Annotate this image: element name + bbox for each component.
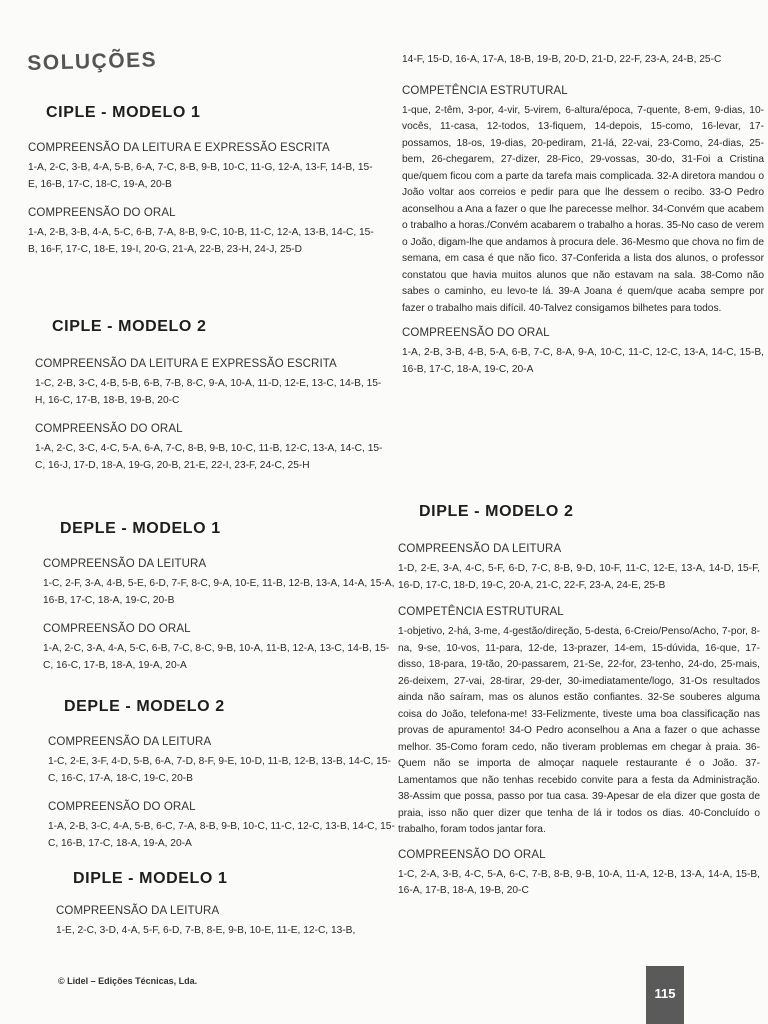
answer-text: 1-C, 2-F, 3-A, 4-B, 5-E, 6-D, 7-F, 8-C, 9-A, 10-E, 11-B, 12-B, 13-A, 14-A, 15-A, 16-B, 17-C, 18-A, 19-C, 20-B [43,578,395,606]
answer-text: 1-objetivo, 2-há, 3-me, 4-gestão/direção, 5-desta, 6-Creio/Penso/Acho, 7-por, 8-na, 9-se, 10-vos, 11-para, 12-de, 13-prazer, 14-em, 15-dúvida, 16-que, 17-disso, 18-para, 19-tão, 20-passarem, 21-Se, 22-for, 23-tenho, 24-do, 25-mais, 26-deixem, 27-vai, 28-tirar, 29-der, 30-imediatamente/logo, 31-Os resultados ainda não saíram, mas os alunos estão confiantes. 32-Se souberes alguma coisa do João, telefona-me! 33-Felizmente, tiveste uma boa classificação nas provas de apuramento! 34-O Pedro aconselhou a Ana a fazer o que achasse melhor. 35-Como foram cedo, não tiveram problemas em chegar à praia. 36-Quem não se importa de almoçar naquele restaurante é o João. 37-Lamentamos que não tenhas recebido convite para a festa da Administração. 38-Assim que possa, passo por tua casa. 39-Apesar de ela dizer que gosta de praia, isso não quer dizer que tenha de lá ir todos os dias. 40-Concluído o trabalho, foram todos jantar fora. [398,626,760,835]
subsection-label: COMPREENSÃO DO ORAL [35,423,183,435]
section-ciple-2-body [35,358,387,484]
section-diple-modelo-1 [73,870,228,888]
section-deple-1-body [43,558,395,684]
section-ciple-1-body [28,142,380,268]
answer-text: 1-C, 2-A, 3-B, 4-C, 5-A, 6-C, 7-B, 8-B, 9-B, 10-A, 11-A, 12-B, 13-A, 14-A, 15-B, 16-A, 17-B, 18-A, 19-B, 20-C [398,868,760,896]
page-title: SOLUÇÕES [27,48,158,75]
section-title: DEPLE - MODELO 1 [60,520,221,537]
answer-text: 1-C, 2-E, 3-F, 4-D, 5-B, 6-A, 7-D, 8-F, 9-E, 10-D, 11-B, 12-B, 13-B, 14-C, 15-C, 16-C, 17-A, 18-C, 19-C, 20-B [48,756,391,784]
answer-text: 1-A, 2-C, 3-B, 4-A, 5-B, 6-A, 7-C, 8-B, 9-B, 10-C, 11-G, 12-A, 13-F, 14-B, 15-E, 16-B, 17-C, 18-C, 19-A, 20-B [28,162,373,190]
subsection-label: COMPREENSÃO DA LEITURA [398,543,562,555]
answer-text: 1-A, 2-B, 3-B, 4-B, 5-A, 6-B, 7-C, 8-A, 9-A, 10-C, 11-C, 12-C, 13-A, 14-C, 15-B, 16-B, 17-C, 18-A, 19-C, 20-A [402,347,764,375]
subsection-label: COMPREENSÃO DA LEITURA E EXPRESSÃO ESCRITA [28,142,330,154]
subsection-label: COMPREENSÃO DO ORAL [402,327,550,339]
subsection-label: COMPREENSÃO DA LEITURA [56,905,220,917]
section-ciple-modelo-1 [46,104,201,122]
section-ciple-modelo-2 [52,318,207,336]
subsection-label: COMPETÊNCIA ESTRUTURAL [398,606,564,618]
subsection-label: COMPREENSÃO DA LEITURA E EXPRESSÃO ESCRITA [35,358,337,370]
answer-text: 1-A, 2-C, 3-A, 4-A, 5-C, 6-B, 7-C, 8-C, 9-B, 10-A, 11-B, 12-A, 13-C, 14-B, 15-C, 16-C, 17-B, 18-A, 19-A, 20-A [43,643,390,671]
section-deple-modelo-1 [60,520,221,538]
answer-text: 1-A, 2-C, 3-C, 4-C, 5-A, 6-A, 7-C, 8-B, 9-B, 10-C, 11-B, 12-C, 13-A, 14-C, 15-C, 16-J, 17-D, 18-A, 19-G, 20-B, 21-E, 22-I, 23-F, 24-C, 25-H [35,443,383,471]
subsection-label: COMPREENSÃO DA LEITURA [48,736,212,748]
section-diple-1-body [56,905,408,950]
subsection-label: COMPREENSÃO DA LEITURA [43,558,207,570]
subsection-label: COMPETÊNCIA ESTRUTURAL [402,84,568,97]
section-title: CIPLE - MODELO 2 [52,318,207,335]
answer-text: 1-A, 2-B, 3-B, 4-A, 5-C, 6-B, 7-A, 8-B, 9-C, 10-B, 11-C, 12-A, 13-B, 14-C, 15-B, 16-F, 17-C, 18-E, 19-I, 20-G, 21-A, 22-B, 23-H, 24-J, 25-D [28,227,374,255]
section-diple-2-body [398,543,760,910]
answer-text: 1-C, 2-B, 3-C, 4-B, 5-B, 6-B, 7-B, 8-C, 9-A, 10-A, 11-D, 12-E, 13-C, 14-B, 15-H, 16-C, 17-B, 18-B, 19-B, 20-C [35,378,382,406]
section-title: DEPLE - MODELO 2 [64,698,225,715]
section-deple-2-body [48,736,400,862]
answer-text: 1-E, 2-C, 3-D, 4-A, 5-F, 6-D, 7-B, 8-E, 9-B, 10-E, 11-E, 12-C, 13-B, [56,925,356,936]
section-title: CIPLE - MODELO 1 [46,104,201,121]
subsection-label: COMPREENSÃO DO ORAL [28,207,176,219]
page-number-tab [646,966,684,1024]
answer-text: 1-A, 2-B, 3-C, 4-A, 5-B, 6-C, 7-A, 8-B, 9-B, 10-C, 11-C, 12-C, 13-B, 14-C, 15-C, 16-B, 17-C, 18-A, 19-A, 20-A [48,821,395,849]
diple-1-continuation [402,52,764,388]
subsection-label: COMPREENSÃO DO ORAL [43,623,191,635]
section-deple-modelo-2 [64,698,225,716]
page-number: 115 [654,986,676,1001]
subsection-label: COMPREENSÃO DO ORAL [398,848,546,861]
section-title: DIPLE - MODELO 2 [419,503,574,520]
publisher-footer: © Lidel – Edições Técnicas, Lda. [58,976,198,986]
answer-text: 1-D, 2-E, 3-A, 4-C, 5-F, 6-D, 7-C, 8-B, 9-D, 10-F, 11-C, 12-E, 13-A, 14-D, 15-F, 16-D, 17-C, 18-D, 19-C, 20-A, 21-C, 22-F, 23-A, 24-E, 25-B [398,563,760,591]
section-title: DIPLE - MODELO 1 [73,870,228,887]
answer-text: 1-que, 2-têm, 3-por, 4-vir, 5-virem, 6-altura/época, 7-quente, 8-em, 9-dias, 10-vocês, 11-casa, 12-todos, 13-fiquem, 14-depois, 15-como, 16-levar, 17-possamos, 18-os, 19-dias, 20-pediram, 21-lá, 22-vai, 23-Como, 24-dias, 25-bem, 26-chegarem, 27-dizer, 28-Fico, 29-vossas, 30-do, 31-Foi a Cristina que/quem ficou com a parte da tarefa mais complicada. 32-A diretora mandou o João voltar aos correios e pedir para que lhe dessem o recibo. 33-O Pedro aconselhou a Ana a fazer o que lhe parecesse melhor. 34-Convém que acabem o trabalho a horas./Convém acabarem o trabalho a horas. 35-No caso de verem o João, digam-lhe que andamos à procura dele. 36-Mesmo que chova no fim de semana, em casa é que não fico. 37-Conferida a lista dos alunos, o professor constatou que havia muitos alunos que não estavam na sala. 38-Como não sabes o caminho, eu levo-te lá. 39-A Joana é quem/que acaba sempre por fazer o trabalho mais difícil. 40-Talvez consigamos bilhetes para todos. [402,104,764,314]
answer-text: 14-F, 15-D, 16-A, 17-A, 18-B, 19-B, 20-D, 21-D, 22-F, 23-A, 24-B, 25-C [402,54,722,65]
subsection-label: COMPREENSÃO DO ORAL [48,801,196,813]
section-diple-modelo-2 [419,503,574,521]
